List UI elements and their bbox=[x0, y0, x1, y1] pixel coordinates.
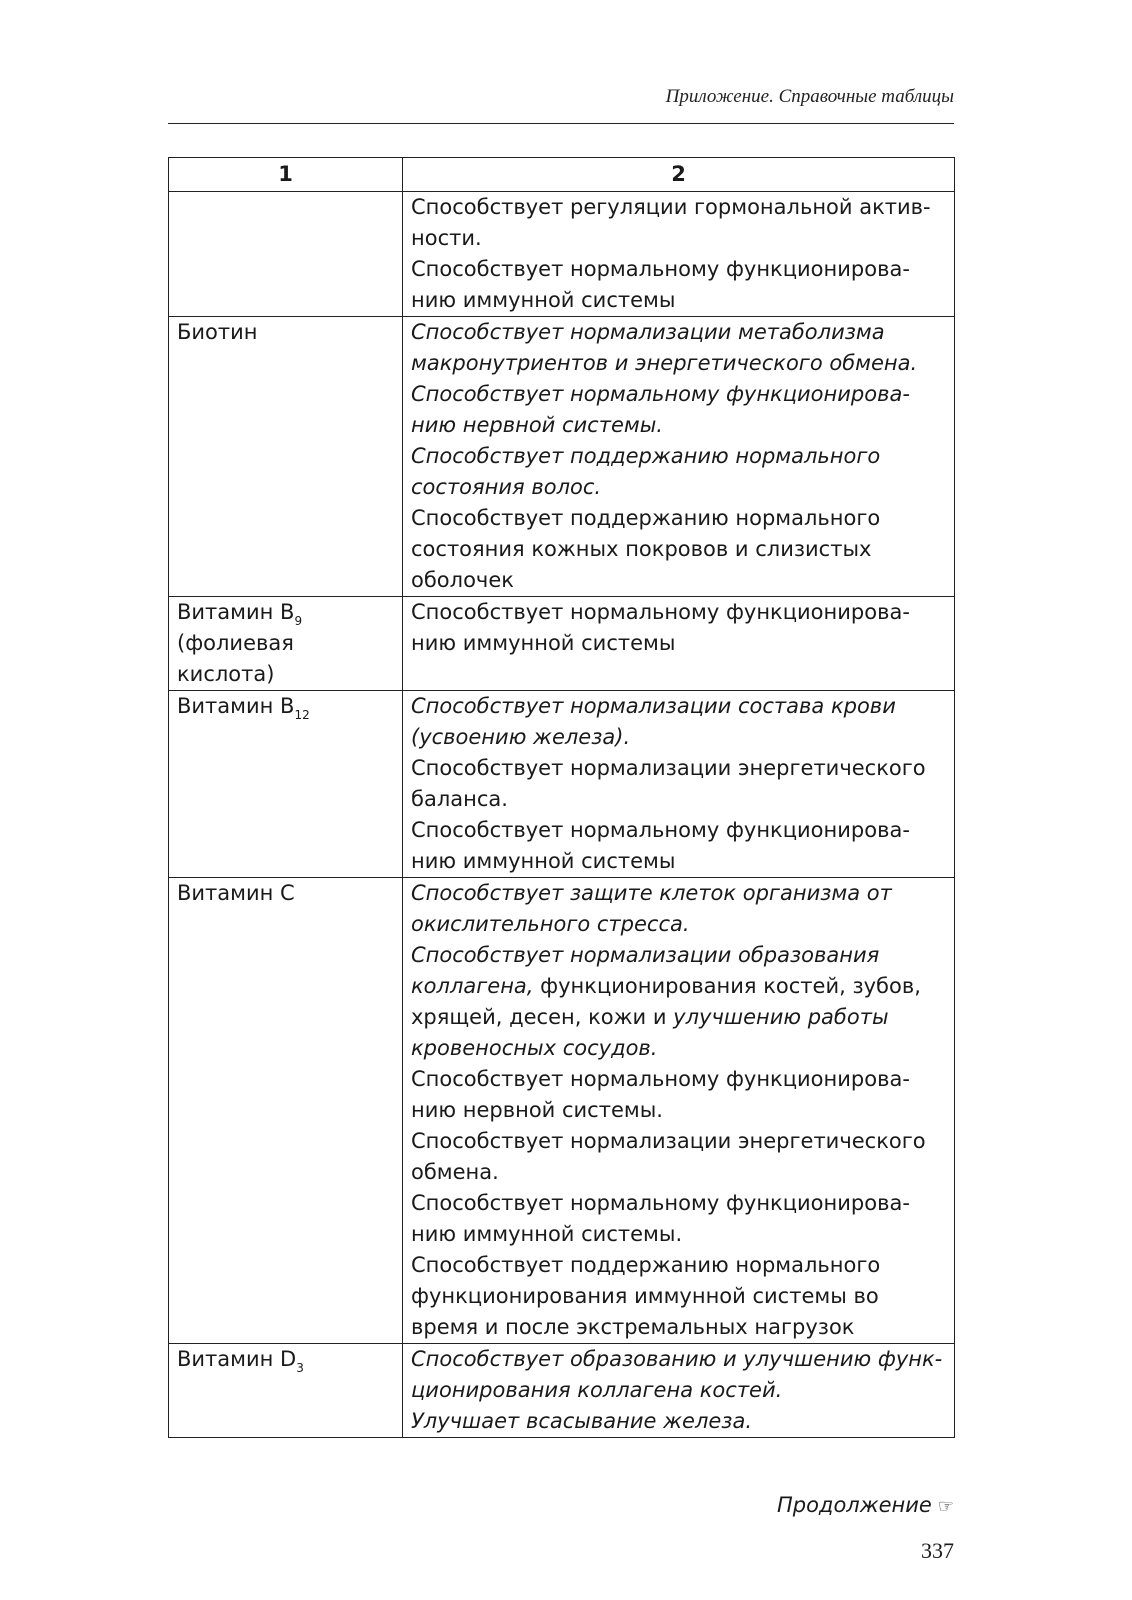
vitamin-name-note: (фолиевая кислота) bbox=[177, 631, 294, 686]
vitamin-name bbox=[177, 1344, 396, 1375]
continuation-note bbox=[168, 1493, 954, 1517]
vitamin-subscript: 12 bbox=[294, 708, 310, 722]
vitamin-name-text: Витамин D bbox=[177, 1347, 297, 1371]
vitamin-name-cell bbox=[169, 691, 403, 878]
description-cell bbox=[403, 597, 955, 691]
description-line: Способствует нормальному функционирова- bbox=[411, 257, 910, 281]
pointing-hand-icon: ☞ bbox=[937, 1496, 954, 1517]
description-line: Способствует нормализации энергетического bbox=[411, 756, 926, 780]
description-line: Способствует нормализации метаболизма bbox=[411, 320, 885, 344]
description-line: состояния волос. bbox=[411, 475, 602, 499]
description-line: нию иммунной системы bbox=[411, 631, 676, 655]
vitamin-name bbox=[177, 691, 396, 722]
table-body bbox=[169, 192, 955, 1438]
vitamin-name bbox=[177, 317, 396, 348]
description-line: нию иммунной системы bbox=[411, 288, 676, 312]
description-fragment: коллагена, bbox=[411, 974, 534, 998]
description-line: кровеносных сосудов. bbox=[411, 1036, 658, 1060]
vitamin-subscript: 9 bbox=[294, 614, 303, 628]
page-number: 337 bbox=[921, 1538, 954, 1563]
description-line: Способствует поддержанию нормального bbox=[411, 444, 881, 468]
description-line: Способствует нормальному функционирова- bbox=[411, 1191, 910, 1215]
description-line: Способствует нормальному функционирова- bbox=[411, 818, 910, 842]
description-fragment: улучшению работы bbox=[673, 1005, 889, 1029]
vitamin-name-text: Витамин B bbox=[177, 694, 295, 718]
description-line: время и после экстремальных нагрузок bbox=[411, 1315, 855, 1339]
reference-table bbox=[168, 157, 955, 1438]
description-line: Способствует поддержанию нормального bbox=[411, 1253, 881, 1277]
description-line: Способствует нормальному функционирова- bbox=[411, 382, 910, 406]
continuation-label: Продолжение bbox=[776, 1493, 932, 1517]
description-cell bbox=[403, 1344, 955, 1438]
table-row bbox=[169, 691, 955, 878]
vitamin-name-cell bbox=[169, 1344, 403, 1438]
description-cell bbox=[403, 192, 955, 317]
description-line: Способствует нормализации энергетического bbox=[411, 1129, 926, 1153]
table-header-row bbox=[169, 158, 955, 192]
description-line: Способствует нормализации образования bbox=[411, 943, 880, 967]
description-cell bbox=[403, 317, 955, 597]
description-line: состояния кожных покровов и слизистых bbox=[411, 537, 872, 561]
table-row bbox=[169, 1344, 955, 1438]
description-line: Способствует защите клеток организма от bbox=[411, 881, 892, 905]
description-fragment: хрящей, десен, кожи и bbox=[411, 1005, 674, 1029]
description-line: Способствует нормальному функционирова- bbox=[411, 1067, 910, 1091]
vitamin-name-cell bbox=[169, 597, 403, 691]
vitamin-name-text: Биотин bbox=[177, 320, 258, 344]
description-line: ционирования коллагена костей. bbox=[411, 1378, 783, 1402]
description-line: Способствует нормализации состава крови bbox=[411, 694, 896, 718]
vitamin-name-cell bbox=[169, 317, 403, 597]
description-line: Способствует поддержанию нормального bbox=[411, 506, 881, 530]
vitamin-name bbox=[177, 597, 396, 628]
description-line: нию иммунной системы. bbox=[411, 1222, 683, 1246]
vitamin-name bbox=[177, 878, 396, 909]
description-cell bbox=[403, 878, 955, 1344]
column-header-1: 1 bbox=[169, 158, 403, 192]
description-cell bbox=[403, 691, 955, 878]
description-line: Способствует образованию и улучшению функ- bbox=[411, 1347, 943, 1371]
description-line: ности. bbox=[411, 226, 482, 250]
vitamin-name-cell bbox=[169, 878, 403, 1344]
description-line: Улучшает всасывание железа. bbox=[411, 1409, 752, 1433]
column-header-2: 2 bbox=[403, 158, 955, 192]
table-row bbox=[169, 317, 955, 597]
description-line: Способствует регуляции гормональной актив- bbox=[411, 195, 931, 219]
vitamin-name-text: Витамин C bbox=[177, 881, 295, 905]
description-line: обмена. bbox=[411, 1160, 499, 1184]
description-line: нию нервной системы. bbox=[411, 1098, 663, 1122]
table-row bbox=[169, 192, 955, 317]
description-line: нию нервной системы. bbox=[411, 413, 663, 437]
description-fragment: функционирования костей, зубов, bbox=[533, 974, 921, 998]
description-line bbox=[411, 971, 948, 1002]
running-head: Приложение. Справочные таблицы bbox=[665, 86, 954, 107]
header-rule bbox=[168, 123, 954, 124]
description-line bbox=[411, 1002, 948, 1033]
description-line: макронутриентов и энергетического обмена. bbox=[411, 351, 918, 375]
description-line: Способствует нормальному функционирова- bbox=[411, 600, 910, 624]
description-line: функционирования иммунной системы во bbox=[411, 1284, 879, 1308]
description-line: (усвоению железа). bbox=[411, 725, 631, 749]
description-line: окислительного стресса. bbox=[411, 912, 690, 936]
vitamin-name-text: Витамин B bbox=[177, 600, 295, 624]
vitamin-name-cell bbox=[169, 192, 403, 317]
description-line: нию иммунной системы bbox=[411, 849, 676, 873]
table-row bbox=[169, 878, 955, 1344]
description-line: баланса. bbox=[411, 787, 508, 811]
table-row bbox=[169, 597, 955, 691]
vitamin-subscript: 3 bbox=[296, 1361, 304, 1375]
description-line: оболочек bbox=[411, 568, 514, 592]
